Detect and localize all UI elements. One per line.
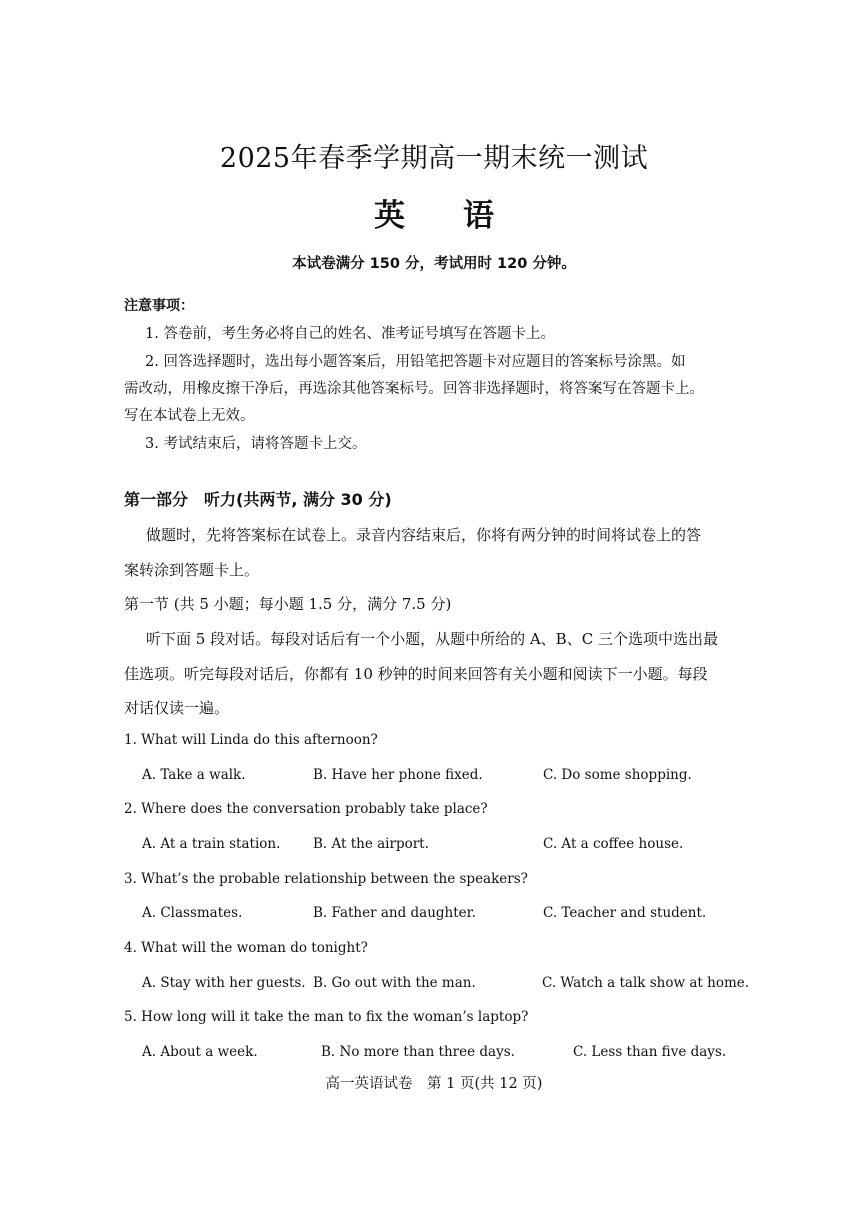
option-a: A. About a week. xyxy=(142,1044,258,1060)
notice-line: 3. 考试结束后，请将答题卡上交。 xyxy=(145,436,367,452)
exam-title: 2025年春季学期高一期末统一测试 xyxy=(219,143,649,174)
option-b: B. No more than three days. xyxy=(321,1044,515,1060)
question-text: 3. What’s the probable relationship between the speakers? xyxy=(124,871,528,887)
directions-line: 佳选项。听完每段对话后，你都有 10 秒钟的时间来回答有关小题和阅读下一小题。每段 xyxy=(124,665,708,683)
option-a: A. Classmates. xyxy=(142,905,243,921)
option-c: C. Teacher and student. xyxy=(543,905,707,921)
option-c: C. At a coffee house. xyxy=(543,836,684,852)
directions-line: 听下面 5 段对话。每段对话后有一个小题，从题中所给的 A、B、C 三个选项中选出最 xyxy=(146,630,718,648)
notice-line: 2. 回答选择题时，选出每小题答案后，用铅笔把答题卡对应题目的答案标号涂黑。如 xyxy=(145,354,686,370)
option-b: B. Have her phone fixed. xyxy=(313,767,483,783)
section-one-heading: 第一节 (共 5 小题；每小题 1.5 分，满分 7.5 分) xyxy=(124,595,452,613)
question-text: 4. What will the woman do tonight? xyxy=(124,940,368,956)
notice-heading: 注意事项： xyxy=(124,298,194,314)
question-text: 2. Where does the conversation probably take place? xyxy=(124,801,488,817)
option-a: A. Take a walk. xyxy=(142,767,246,783)
option-b: B. Go out with the man. xyxy=(313,975,476,991)
question-text: 1. What will Linda do this afternoon? xyxy=(124,732,378,748)
option-c: C. Watch a talk show at home. xyxy=(542,975,750,991)
notice-line: 1. 答卷前，考生务必将自己的姓名、准考证号填写在答题卡上。 xyxy=(145,326,555,342)
option-b: B. Father and daughter. xyxy=(313,905,476,921)
page-footer: 高一英语试卷 第 1 页(共 12 页) xyxy=(325,1076,543,1092)
option-c: C. Do some shopping. xyxy=(543,767,692,783)
part-one-heading: 第一部分 听力(共两节, 满分 30 分) xyxy=(124,490,392,509)
subject-title: 英语 xyxy=(374,198,552,234)
option-b: B. At the airport. xyxy=(313,836,429,852)
intro-line: 做题时，先将答案标在试卷上。录音内容结束后，你将有两分钟的时间将试卷上的答 xyxy=(146,526,702,544)
option-a: A. At a train station. xyxy=(142,836,281,852)
intro-line: 案转涂到答题卡上。 xyxy=(124,561,260,579)
question-text: 5. How long will it take the man to fix the woman’s laptop? xyxy=(124,1009,529,1025)
option-a: A. Stay with her guests. xyxy=(142,975,306,991)
notice-line: 写在本试卷上无效。 xyxy=(124,408,255,424)
directions-line: 对话仅读一遍。 xyxy=(124,699,230,717)
option-c: C. Less than five days. xyxy=(573,1044,727,1060)
score-line: 本试卷满分 150 分，考试用时 120 分钟。 xyxy=(292,256,576,272)
notice-line: 需改动，用橡皮擦干净后，再选涂其他答案标号。回答非选择题时，将答案写在答题卡上。 xyxy=(124,381,704,397)
